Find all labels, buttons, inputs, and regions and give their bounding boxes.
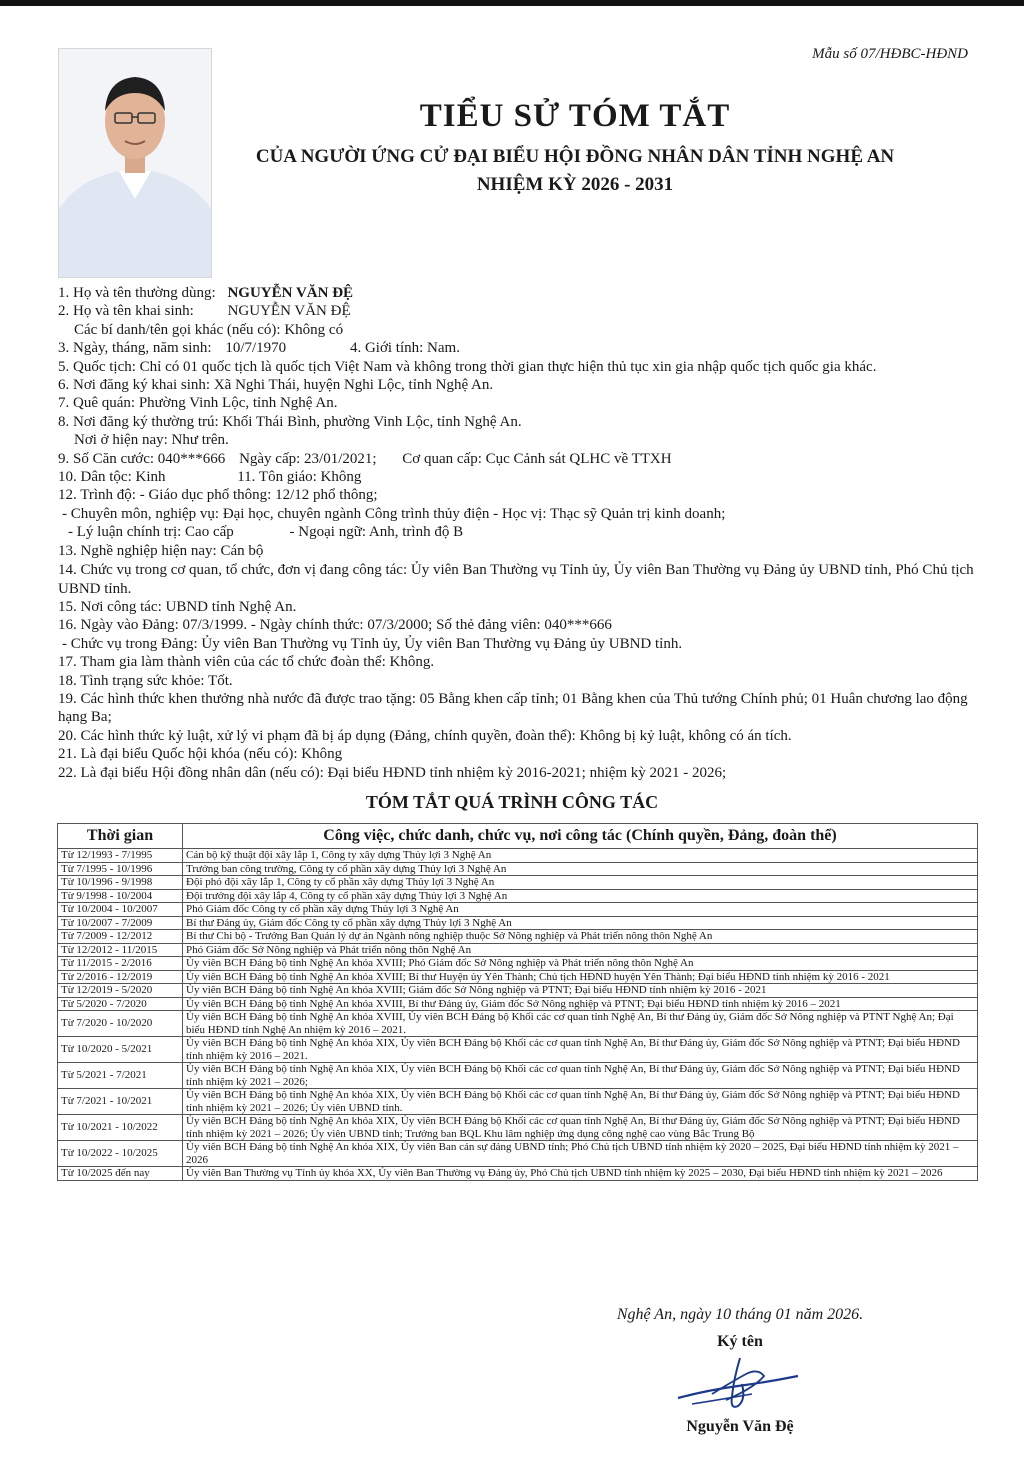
row-time: Từ 10/2025 đến nay [58, 1167, 183, 1181]
table-row [58, 862, 978, 876]
hometown: 7. Quê quán: Phường Vinh Lộc, tỉnh Nghệ An. [58, 395, 338, 412]
occupation: 13. Nghề nghiệp hiện nay: Cán bộ [58, 542, 264, 559]
peoples-council: 22. Là đại biểu Hội đồng nhân dân (nếu có): Đại biểu HĐND tỉnh nhiệm kỳ 2016-2021; nhiệm kỳ 2021 - 2026; [58, 764, 727, 781]
info-line-12c [58, 523, 978, 541]
row-time: Từ 10/2022 - 10/2025 [58, 1141, 183, 1167]
alias-line: Các bí danh/tên gọi khác (nếu có): Không có [74, 321, 344, 338]
national-assembly: 21. Là đại biểu Quốc hội khóa (nếu có): Không [58, 746, 343, 763]
row-time: Từ 12/2019 - 5/2020 [58, 984, 183, 998]
party-membership: 16. Ngày vào Đảng: 07/3/1999. - Ngày chính thức: 07/3/2000; Số thẻ đảng viên: 040***666 [58, 617, 612, 634]
table-row [58, 1141, 978, 1167]
foreign-language: - Ngoại ngữ: Anh, trình độ B [289, 524, 464, 541]
row-description: Bí thư Đảng ủy, Giám đốc Công ty cổ phần xây dựng Thủy lợi 3 Nghệ An [183, 916, 978, 930]
work-history-title: TÓM TẮT QUÁ TRÌNH CÔNG TÁC [365, 792, 659, 812]
work-history-body [58, 849, 978, 1181]
education-professional: - Chuyên môn, nghiệp vụ: Đại học, chuyên ngành Công trình thủy điện - Học vị: Thạc sỹ Quản trị kinh doanh; [62, 505, 726, 522]
table-row [58, 889, 978, 903]
row-description: Phó Giám đốc Công ty cổ phần xây dựng Thủy lợi 3 Nghệ An [183, 903, 978, 917]
row-time: Từ 10/1996 - 9/1998 [58, 876, 183, 890]
place-and-date: Nghệ An, ngày 10 tháng 01 năm 2026. [616, 1306, 864, 1323]
row-description: Cán bộ kỹ thuật đội xây lắp 1, Công ty xây dựng Thủy lợi 3 Nghệ An [183, 849, 978, 863]
discipline: 20. Các hình thức kỷ luật, xử lý vi phạm đã bị áp dụng (Đảng, chính quyền, đoàn thể): Không bị kỷ luật, không có án tích. [58, 727, 792, 744]
work-history-table [57, 823, 978, 1181]
row-description: Phó Giám đốc Sở Nông nghiệp và Phát triển nông thôn Nghệ An [183, 943, 978, 957]
row-description: Ủy viên BCH Đảng bộ tỉnh Nghệ An khóa XIX, Ủy viên BCH Đảng bộ Khối các cơ quan tỉnh Nghệ An, Bí thư Đảng ủy, Giám đốc Sở Nông nghiệp và PTNT; Đại biểu HĐND tỉnh nhiệm kỳ 2021 – 2026; Ủy viên UBND tỉnh; Trưởng ban BQL Khu lâm nghiệp ứng dụng công nghệ cao vùng Bắc Trung Bộ [183, 1115, 978, 1141]
signer-name: Nguyễn Văn Đệ [686, 1418, 794, 1435]
personal-info [58, 284, 978, 782]
political-theory: - Lý luận chính trị: Cao cấp [68, 524, 234, 541]
table-header-row [58, 824, 978, 849]
dob-value: 10/7/1970 [225, 340, 287, 357]
table-row [58, 984, 978, 998]
birth-name-label: 2. Họ và tên khai sinh: [58, 303, 194, 320]
table-row [58, 1167, 978, 1181]
table-row [58, 1115, 978, 1141]
table-row [58, 876, 978, 890]
row-time: Từ 5/2020 - 7/2020 [58, 997, 183, 1011]
table-row [58, 1089, 978, 1115]
id-number: 9. Số Căn cước: 040***666 [58, 450, 226, 467]
row-time: Từ 5/2021 - 7/2021 [58, 1063, 183, 1089]
id-issuer: Cơ quan cấp: Cục Cảnh sát QLHC về TTXH [402, 450, 672, 467]
birth-name-value: NGUYỄN VĂN ĐỆ [227, 303, 351, 320]
table-row [58, 916, 978, 930]
row-time: Từ 10/2007 - 7/2009 [58, 916, 183, 930]
table-row [58, 957, 978, 971]
common-name-label: 1. Họ và tên thường dùng: [58, 285, 216, 301]
table-row [58, 943, 978, 957]
workplace: 15. Nơi công tác: UBND tỉnh Nghệ An. [58, 598, 297, 615]
ethnicity: 10. Dân tộc: Kinh [58, 469, 166, 486]
row-time: Từ 7/2020 - 10/2020 [58, 1011, 183, 1037]
nationality: 5. Quốc tịch: Chỉ có 01 quốc tịch là quốc tịch Việt Nam và không trong thời gian thực hiện thủ tục xin gia nhập quốc tịch quốc gia khác. [58, 358, 877, 375]
info-line-1 [58, 284, 978, 302]
row-time: Từ 7/2009 - 12/2012 [58, 930, 183, 944]
current-residence: Nơi ở hiện nay: Như trên. [74, 432, 229, 449]
gender: 4. Giới tính: Nam. [349, 340, 460, 357]
row-description: Ủy viên BCH Đảng bộ tỉnh Nghệ An khóa XVIII; Giám đốc Sở Nông nghiệp và PTNT; Đại biểu HĐND tỉnh nhiệm kỳ 2016 - 2021 [183, 984, 978, 998]
row-description: Ủy viên BCH Đảng bộ tỉnh Nghệ An khóa XVIII; Bí thư Huyện ủy Yên Thành; Chủ tịch HĐND huyện Yên Thành; Đại biểu HĐND tỉnh nhiệm kỳ 2016 - 2021 [183, 970, 978, 984]
awards: 19. Các hình thức khen thưởng nhà nước đã được trao tặng: 05 Bằng khen cấp tỉnh; 01 Bằng khen của Thủ tướng Chính phủ; 01 Huân chương lao động hạng Ba; [58, 690, 968, 726]
row-time: Từ 11/2015 - 2/2016 [58, 957, 183, 971]
info-line-3 [58, 339, 978, 357]
mass-organizations: 17. Tham gia làm thành viên của các tổ chức đoàn thể: Không. [58, 654, 435, 671]
common-name-value: NGUYỄN VĂN ĐỆ [227, 285, 354, 301]
info-line-9 [58, 450, 978, 468]
portrait-photo [58, 48, 212, 278]
row-time: Từ 10/2021 - 10/2022 [58, 1115, 183, 1141]
id-issue-date: Ngày cấp: 23/01/2021; [239, 450, 377, 467]
row-time: Từ 7/1995 - 10/1996 [58, 862, 183, 876]
row-description: Ủy viên BCH Đảng bộ tỉnh Nghệ An khóa XIX, Ủy viên BCH Đảng bộ Khối các cơ quan tỉnh Nghệ An, Bí thư Đảng ủy, Giám đốc Sở Nông nghiệp và PTNT; Đại biểu HĐND tỉnh nhiệm kỳ 2021 – 2026; [183, 1063, 978, 1089]
row-description: Bí thư Chi bộ - Trưởng Ban Quản lý dự án Ngành nông nghiệp thuộc Sở Nông nghiệp và Phát triển nông thôn Nghệ An [183, 930, 978, 944]
top-border [0, 0, 1024, 6]
row-time: Từ 12/2012 - 11/2015 [58, 943, 183, 957]
row-time: Từ 7/2021 - 10/2021 [58, 1089, 183, 1115]
row-description: Trưởng ban công trường, Công ty cổ phần xây dựng Thủy lợi 3 Nghệ An [183, 862, 978, 876]
row-description: Ủy viên Ban Thường vụ Tỉnh ủy khóa XX, Ủy viên Ban Thường vụ Đảng ủy, Phó Chủ tịch UBND tỉnh nhiệm kỳ 2025 – 2030, Đại biểu HĐND tỉnh nhiệm kỳ 2021 – 2026 [183, 1167, 978, 1181]
row-time: Từ 10/2020 - 5/2021 [58, 1037, 183, 1063]
row-description: Đội phó đội xây lắp 1, Công ty cổ phần xây dựng Thủy lợi 3 Nghệ An [183, 876, 978, 890]
signature-label: Ký tên [717, 1333, 763, 1350]
birth-registration: 6. Nơi đăng ký khai sinh: Xã Nghi Thái, huyện Nghi Lộc, tỉnh Nghệ An. [58, 377, 494, 394]
document-title: TIỂU SỬ TÓM TẮT [419, 98, 731, 134]
row-description: Ủy viên BCH Đảng bộ tỉnh Nghệ An khóa XIX, Ủy viên Ban cán sự đảng UBND tỉnh; Phó Chủ tịch UBND tỉnh nhiệm kỳ 2020 – 2025, Đại biểu HĐND tỉnh nhiệm kỳ 2021 – 2026 [183, 1141, 978, 1167]
health-status: 18. Tình trạng sức khỏe: Tốt. [58, 672, 233, 689]
table-row [58, 903, 978, 917]
religion: 11. Tôn giáo: Không [237, 469, 362, 486]
table-row [58, 970, 978, 984]
permanent-residence: 8. Nơi đăng ký thường trú: Khối Thái Bình, phường Vinh Lộc, tỉnh Nghệ An. [58, 413, 522, 430]
party-position: - Chức vụ trong Đảng: Ủy viên Ban Thường vụ Tỉnh ủy, Ủy viên Ban Thường vụ Đảng ủy UBND tỉnh. [62, 635, 683, 652]
handwritten-signature [668, 1354, 808, 1416]
table-row [58, 1063, 978, 1089]
row-description: Ủy viên BCH Đảng bộ tỉnh Nghệ An khóa XIX, Ủy viên BCH Đảng bộ Khối các cơ quan tỉnh Nghệ An, Bí thư Đảng ủy, Giám đốc Sở Nông nghiệp và PTNT; Đại biểu HĐND tỉnh nhiệm kỳ 2021 – 2026; Ủy viên UBND tỉnh. [183, 1089, 978, 1115]
education-general: 12. Trình độ: - Giáo dục phổ thông: 12/12 phổ thông; [58, 487, 378, 504]
row-description: Ủy viên BCH Đảng bộ tỉnh Nghệ An khóa XIX, Ủy viên BCH Đảng bộ Khối các cơ quan tỉnh Nghệ An, Bí thư Đảng ủy, Giám đốc Sở Nông nghiệp và PTNT; Đại biểu HĐND tỉnh nhiệm kỳ 2016 – 2021. [183, 1037, 978, 1063]
row-time: Từ 9/1998 - 10/2004 [58, 889, 183, 903]
row-description: Ủy viên BCH Đảng bộ tỉnh Nghệ An khóa XVIII; Phó Giám đốc Sở Nông nghiệp và Phát triển nông thôn Nghệ An [183, 957, 978, 971]
current-position: 14. Chức vụ trong cơ quan, tổ chức, đơn vị đang công tác: Ủy viên Ban Thường vụ Tỉnh ủy, Ủy viên Ban Thường vụ Đảng ủy UBND tỉnh, Phó Chủ tịch UBND tỉnh. [58, 562, 974, 597]
column-header-description: Công việc, chức danh, chức vụ, nơi công tác (Chính quyền, Đảng, đoàn thể) [183, 824, 978, 849]
row-description: Đội trưởng đội xây lắp 4, Công ty cổ phần xây dựng Thủy lợi 3 Nghệ An [183, 889, 978, 903]
table-row [58, 930, 978, 944]
row-description: Ủy viên BCH Đảng bộ tỉnh Nghệ An khóa XVIII, Bí thư Đảng ủy, Giám đốc Sở Nông nghiệp và PTNT; Đại biểu HĐND tỉnh nhiệm kỳ 2016 – 2021 [183, 997, 978, 1011]
table-row [58, 1037, 978, 1063]
table-row [58, 997, 978, 1011]
table-row [58, 849, 978, 863]
row-description: Ủy viên BCH Đảng bộ tỉnh Nghệ An khóa XVIII, Ủy viên BCH Đảng bộ Khối các cơ quan tỉnh Nghệ An, Bí thư Đảng ủy, Giám đốc Sở Nông nghiệp và PTNT Nghệ An; Đại biểu HĐND tỉnh Nghệ An nhiệm kỳ 2016 – 2021. [183, 1011, 978, 1037]
document-subtitle: CỦA NGƯỜI ỨNG CỬ ĐẠI BIỂU HỘI ĐỒNG NHÂN DÂN TỈNH NGHỆ AN [255, 146, 895, 167]
row-time: Từ 12/1993 - 7/1995 [58, 849, 183, 863]
row-time: Từ 2/2016 - 12/2019 [58, 970, 183, 984]
info-line-2 [58, 302, 978, 320]
document-term: NHIỆM KỲ 2026 - 2031 [476, 174, 674, 195]
dob-label: 3. Ngày, tháng, năm sinh: [58, 340, 212, 357]
form-number: Mẫu số 07/HĐBC-HĐND [812, 46, 968, 62]
column-header-time: Thời gian [58, 824, 183, 849]
info-line-10 [58, 468, 978, 486]
row-time: Từ 10/2004 - 10/2007 [58, 903, 183, 917]
table-row [58, 1011, 978, 1037]
